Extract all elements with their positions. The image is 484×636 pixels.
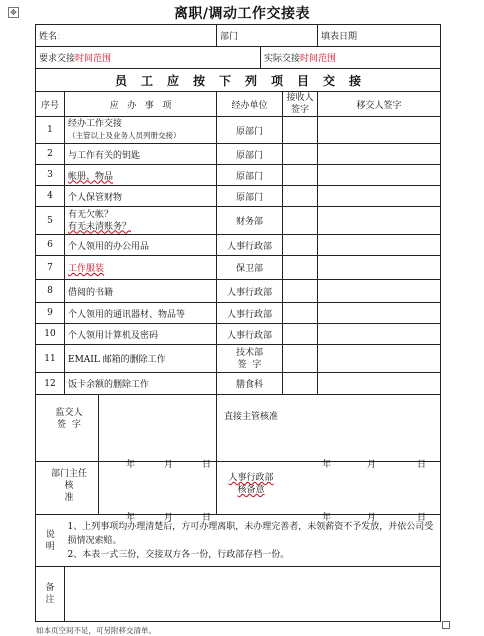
row-unit: 人事行政部	[217, 235, 283, 256]
dept-head-approval-cell[interactable]	[36, 462, 217, 523]
document-title	[0, 3, 484, 21]
row-item: EMAIL 邮箱的删除工作	[65, 345, 217, 373]
table-row	[36, 207, 441, 235]
row-seq: 8	[36, 280, 65, 303]
monitor-sign-label	[44, 407, 94, 431]
row-unit: 人事行政部	[217, 280, 283, 303]
dept-head-line3: 准	[64, 493, 74, 503]
date-year: 年	[322, 460, 332, 470]
dept-head-line1: 部门主任	[50, 469, 87, 479]
notes-line-1: 1、上列事项均办理清楚后，方可办理离职，未办理完善者，未领薪资不予发放，并依公司受损情况索赔。	[67, 521, 434, 546]
supervisor-approval-label: 直接主管核准	[224, 412, 279, 422]
row-unit	[217, 345, 283, 373]
row-transferor-sign[interactable]	[318, 256, 441, 280]
row-transferor-sign[interactable]	[318, 186, 441, 207]
required-range-text: 时间范围	[75, 54, 112, 64]
row-receiver-sign[interactable]	[283, 345, 318, 373]
date-day: 日	[417, 460, 427, 470]
table-row	[36, 256, 441, 280]
banner-char: 交	[323, 73, 336, 88]
date-year: 年	[322, 513, 332, 523]
row-receiver-sign[interactable]	[283, 165, 318, 186]
dept-head-label	[42, 468, 96, 504]
col-receiver-line1: 接收人	[286, 93, 314, 103]
notes-line-2: 2、本表一式三份，交接双方各一份，行政部存档一份。	[67, 549, 290, 560]
table-row	[36, 165, 441, 186]
row-receiver-sign[interactable]	[283, 207, 318, 235]
row-seq: 10	[36, 324, 65, 345]
banner-char: 员	[115, 73, 128, 88]
table-row	[36, 117, 441, 144]
table-row	[36, 345, 441, 373]
row-seq: 3	[36, 165, 65, 186]
date-day: 日	[202, 513, 212, 523]
fill-date-label: 填表日期	[321, 32, 358, 42]
row-item: 与工作有关的钥匙	[65, 144, 217, 165]
remarks-label-line2: 注	[45, 595, 55, 605]
col-seq: 序号	[36, 92, 65, 117]
remarks-label	[36, 567, 65, 622]
notes-label-line2: 明	[45, 541, 55, 552]
required-handover-cell[interactable]	[36, 47, 261, 69]
row-seq: 7	[36, 256, 65, 280]
col-unit: 经办单位	[217, 92, 283, 117]
document-title-text: 离职/调动工作交接表	[173, 6, 311, 22]
table-row	[36, 186, 441, 207]
banner-char: 按	[193, 73, 206, 88]
row-unit: 原部门	[217, 144, 283, 165]
signoff-row-1	[36, 395, 441, 462]
row-item: 个人领用的通讯器材、物品等	[65, 303, 217, 324]
row-seq: 12	[36, 373, 65, 395]
hr-label-line1: 人事行政部	[228, 473, 274, 483]
date-day: 日	[417, 513, 427, 523]
row-item	[65, 165, 217, 186]
dept-cell[interactable]	[217, 25, 318, 47]
banner-char: 工	[141, 73, 154, 88]
row-transferor-sign[interactable]	[318, 280, 441, 303]
monitor-label-line1: 监交人	[55, 408, 83, 418]
banner-char: 项	[271, 73, 284, 88]
actual-handover-cell[interactable]	[261, 47, 441, 69]
notes-content	[65, 515, 441, 567]
row-receiver-sign[interactable]	[283, 117, 318, 144]
row-unit: 原部门	[217, 117, 283, 144]
row-item-text: 帐册、物品	[68, 171, 114, 182]
hr-label-line2: 核备意	[237, 485, 265, 495]
row-unit: 保卫部	[217, 256, 283, 280]
row-unit: 原部门	[217, 186, 283, 207]
row-item-line1: 经办工作交接	[68, 119, 123, 129]
monitor-label-line2: 签 字	[57, 420, 81, 430]
row-item-line1: 有无欠帐？	[68, 209, 114, 220]
date-year: 年	[126, 513, 136, 523]
table-row	[36, 235, 441, 256]
row-item-line2: （主管以上及业务人员列册交接）	[68, 131, 181, 140]
date-day: 日	[202, 460, 212, 470]
date-month: 月	[164, 460, 174, 470]
row-item: 借阅的书籍	[65, 280, 217, 303]
remarks-field[interactable]	[65, 567, 441, 622]
row-unit: 膳食科	[217, 373, 283, 395]
row-receiver-sign[interactable]	[283, 256, 318, 280]
row-item: 个人领用计算机及密码	[65, 324, 217, 345]
col-receiver-line2: 签字	[291, 105, 310, 115]
row-item-text: 工作服装	[68, 264, 105, 274]
row-seq: 1	[36, 117, 65, 144]
table-row	[36, 280, 441, 303]
row-unit: 人事行政部	[217, 303, 283, 324]
required-handover-label: 要求交接	[39, 54, 76, 64]
date-month: 月	[164, 513, 174, 523]
date-month: 月	[367, 513, 377, 523]
table-row	[36, 324, 441, 345]
row-receiver-sign[interactable]	[283, 324, 318, 345]
row-transferor-sign[interactable]	[318, 207, 441, 235]
row-unit: 原部门	[217, 165, 283, 186]
row-unit-line2: 签 字	[237, 359, 262, 370]
row-seq: 2	[36, 144, 65, 165]
row-receiver-sign[interactable]	[283, 186, 318, 207]
table-row	[36, 373, 441, 395]
row-item	[65, 256, 217, 280]
footer-note: 如本页空间不足，可另附移交清单。	[36, 626, 156, 635]
row-item	[65, 117, 217, 144]
row-transferor-sign[interactable]	[318, 303, 441, 324]
row-receiver-sign[interactable]	[283, 303, 318, 324]
row-item: 个人保管财物	[65, 186, 217, 207]
table-move-handle-icon[interactable]: ✥	[8, 7, 19, 18]
actual-range-text: 时间范围	[300, 54, 337, 64]
col-receiver	[283, 92, 318, 117]
banner-row	[36, 69, 441, 92]
row-seq: 5	[36, 207, 65, 235]
row-seq: 4	[36, 186, 65, 207]
row-receiver-sign[interactable]	[283, 373, 318, 395]
row-item: 个人领用的办公用品	[65, 235, 217, 256]
header-row-1	[36, 25, 441, 47]
notes-row	[36, 515, 441, 567]
actual-handover-label: 实际交接	[264, 54, 301, 64]
row-unit: 人事行政部	[217, 324, 283, 345]
monitor-sign-divider	[98, 395, 99, 461]
date-month: 月	[367, 460, 377, 470]
row-transferor-sign[interactable]	[318, 345, 441, 373]
dept-head-line2: 核	[64, 481, 74, 491]
row-item	[65, 207, 217, 235]
table-row	[36, 144, 441, 165]
row-transferor-sign[interactable]	[318, 117, 441, 144]
monitor-sign-cell[interactable]	[36, 395, 217, 470]
dept-label: 部门	[220, 32, 239, 42]
col-transferor: 移交人签字	[318, 92, 441, 117]
banner-char: 列	[245, 73, 258, 88]
col-items: 应 办 事 项	[65, 92, 217, 117]
column-header-row	[36, 92, 441, 117]
name-label: 姓名	[39, 32, 58, 42]
hr-approval-cell[interactable]	[217, 462, 441, 523]
banner-char: 下	[219, 73, 232, 88]
remarks-label-line1: 备	[45, 583, 55, 593]
name-cell[interactable]: 姓名：	[36, 25, 217, 47]
row-transferor-sign[interactable]	[318, 144, 441, 165]
banner-char: 目	[297, 73, 310, 88]
fill-date-cell[interactable]	[318, 25, 441, 47]
row-receiver-sign[interactable]	[283, 280, 318, 303]
hr-approval-label	[221, 472, 281, 496]
notes-label	[36, 515, 65, 567]
row-seq: 6	[36, 235, 65, 256]
row-receiver-sign[interactable]	[283, 235, 318, 256]
table-resize-handle-icon[interactable]	[442, 621, 450, 629]
signoff-row-2	[36, 462, 441, 515]
table-row	[36, 303, 441, 324]
row-seq: 11	[36, 345, 65, 373]
supervisor-approval-cell[interactable]	[217, 395, 441, 470]
row-transferor-sign[interactable]	[318, 324, 441, 345]
banner-char: 应	[167, 73, 180, 88]
notes-label-line1: 说	[45, 529, 55, 540]
row-item: 饭卡余额的删除工作	[65, 373, 217, 395]
header-row-2	[36, 47, 441, 69]
row-transferor-sign[interactable]	[318, 373, 441, 395]
dept-head-divider	[98, 462, 99, 514]
row-item-line2: 有无未清账务？	[68, 221, 132, 232]
row-receiver-sign[interactable]	[283, 144, 318, 165]
date-year: 年	[126, 460, 136, 470]
row-seq: 9	[36, 303, 65, 324]
row-unit: 财务部	[217, 207, 283, 235]
row-transferor-sign[interactable]	[318, 165, 441, 186]
row-transferor-sign[interactable]	[318, 235, 441, 256]
remarks-row	[36, 567, 441, 622]
row-unit-line1: 技术部	[236, 347, 264, 358]
section-banner	[36, 69, 441, 92]
banner-char: 接	[349, 73, 362, 88]
handover-form-table	[35, 24, 441, 622]
